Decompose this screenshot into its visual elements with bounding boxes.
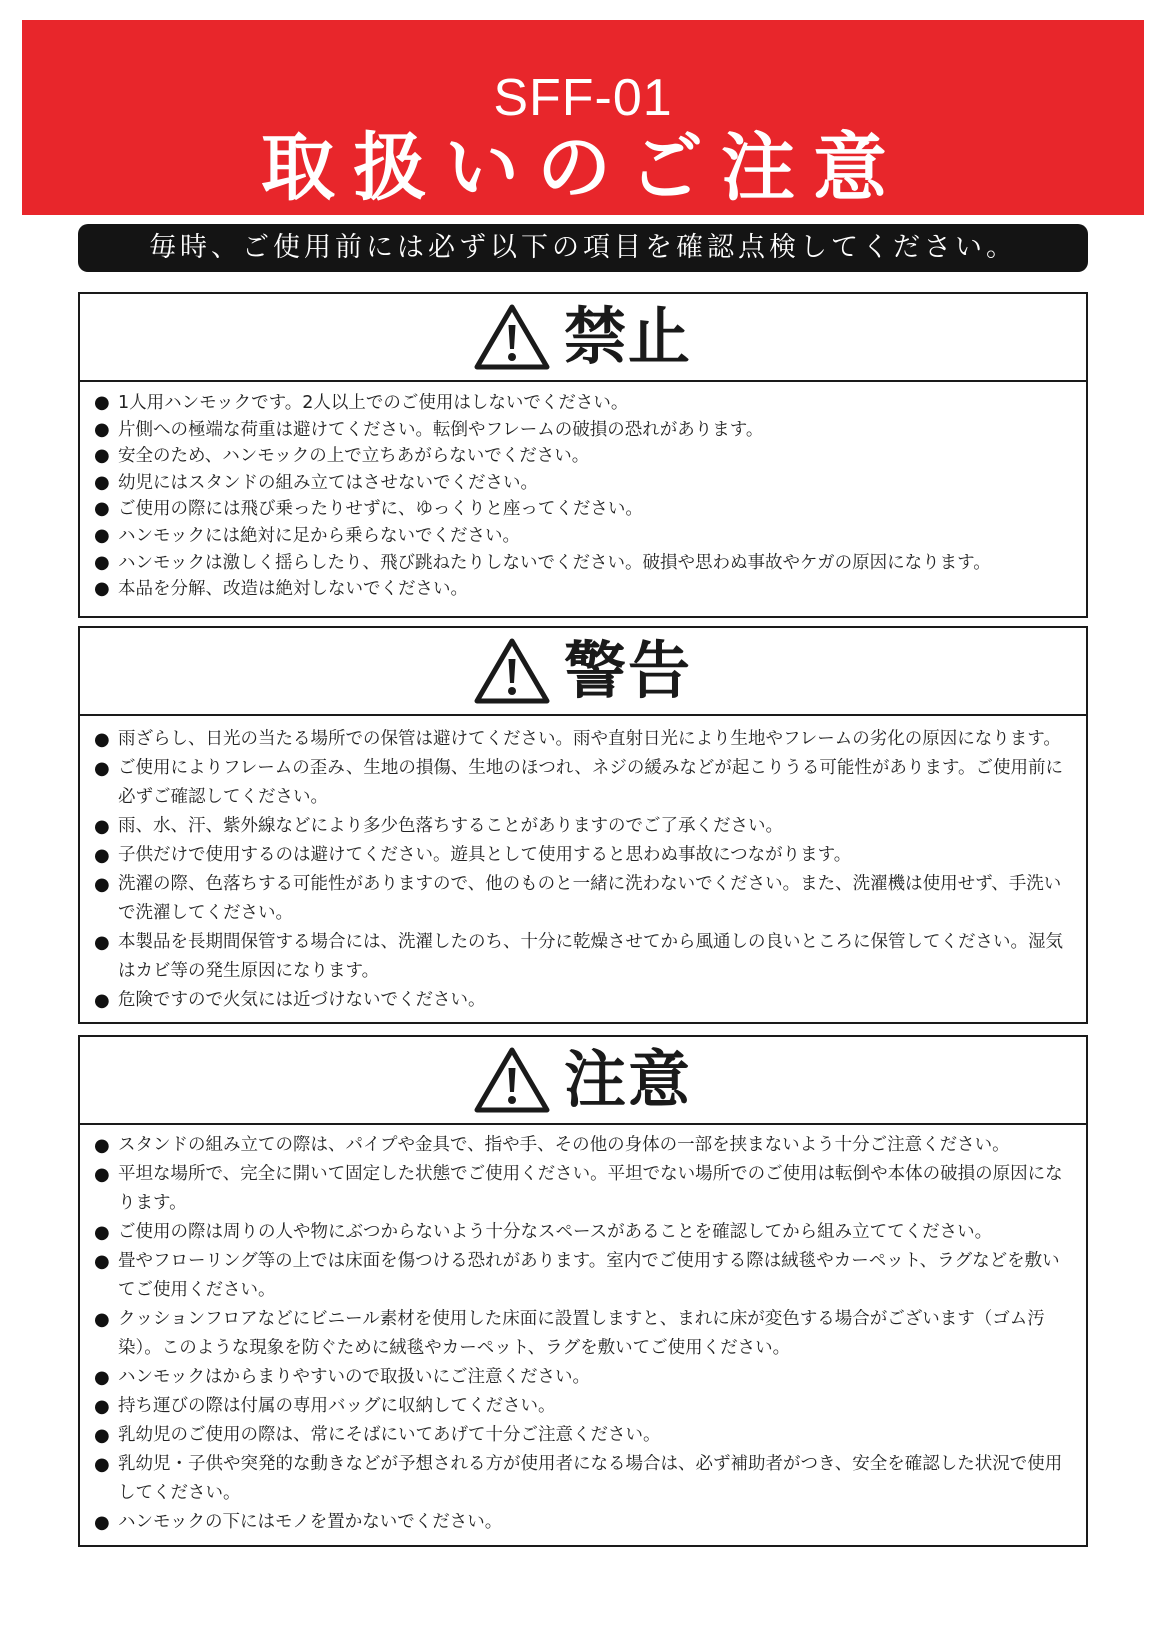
list-item — [94, 443, 1072, 470]
item-text: 平坦な場所で、完全に開いて固定した状態でご使用ください。平坦でない場所でのご使用は転倒や本体の破損の原因になります。 — [118, 1164, 1063, 1213]
model-number: SFF-01 — [493, 69, 673, 127]
bullet-icon: ● — [94, 1164, 110, 1185]
list-item — [94, 1160, 1072, 1218]
section-caution — [78, 1035, 1088, 1547]
section-title: 禁止 — [563, 300, 692, 373]
list-item — [94, 1131, 1072, 1160]
bullet-icon: ● — [94, 498, 110, 520]
list-item — [94, 470, 1072, 497]
item-text: 持ち運びの際は付属の専用バッグに収納してください。 — [118, 1396, 556, 1416]
item-text: 畳やフローリング等の上では床面を傷つける恐れがあります。室内でご使用する際は絨毯やカーペット、ラグなどを敷いてご使用ください。 — [118, 1251, 1060, 1300]
list-item — [94, 523, 1072, 550]
bullet-icon: ● — [94, 874, 110, 895]
list-item — [94, 1508, 1072, 1537]
list-item — [94, 576, 1072, 603]
item-list — [80, 382, 1086, 603]
bullet-icon: ● — [94, 758, 110, 779]
section-header — [80, 1037, 1086, 1125]
bullet-icon: ● — [94, 845, 110, 866]
bullet-icon: ● — [94, 932, 110, 953]
warning-triangle-icon — [474, 1046, 550, 1114]
item-list — [80, 1125, 1086, 1537]
bullet-icon: ● — [94, 1367, 110, 1388]
list-item — [94, 725, 1072, 754]
section-warning — [78, 626, 1088, 1024]
warning-triangle-icon — [474, 303, 550, 371]
section-title: 警告 — [563, 634, 692, 707]
item-text: 1人用ハンモックです。2人以上でのご使用はしないでください。 — [118, 393, 629, 413]
item-text: 雨、水、汗、紫外線などにより多少色落ちすることがありますのでご了承ください。 — [118, 816, 783, 836]
section-header — [80, 628, 1086, 716]
bullet-icon: ● — [94, 729, 110, 750]
list-item — [94, 1392, 1072, 1421]
list-item — [94, 1305, 1072, 1363]
item-text: 子供だけで使用するのは避けてください。遊具として使用すると思わぬ事故につながります。 — [118, 845, 852, 865]
bullet-icon: ● — [94, 524, 110, 546]
bullet-icon: ● — [94, 471, 110, 493]
list-item — [94, 496, 1072, 523]
item-text: 乳幼児のご使用の際は、常にそばにいてあげて十分ご注意ください。 — [118, 1425, 661, 1445]
bullet-icon: ● — [94, 551, 110, 573]
instruction-bar: 毎時、ご使用前には必ず以下の項目を確認点検してください。 — [78, 224, 1088, 272]
item-text: ご使用によりフレームの歪み、生地の損傷、生地のほつれ、ネジの緩みなどが起こりうる可能性があります。ご使用前に必ずご確認してください。 — [118, 758, 1063, 807]
item-text: 洗濯の際、色落ちする可能性がありますので、他のものと一緒に洗わないでください。また、洗濯機は使用せず、手洗いで洗濯してください。 — [118, 874, 1062, 923]
list-item — [94, 986, 1072, 1015]
header-banner — [22, 20, 1144, 215]
bullet-icon: ● — [94, 1454, 110, 1475]
bullet-icon: ● — [94, 418, 110, 440]
item-text: 片側への極端な荷重は避けてください。転倒やフレームの破損の恐れがあります。 — [118, 419, 764, 440]
section-title: 注意 — [563, 1043, 692, 1116]
list-item — [94, 1421, 1072, 1450]
item-text: 安全のため、ハンモックの上で立ちあがらないでください。 — [118, 446, 590, 467]
list-item — [94, 870, 1072, 928]
section-prohibited — [78, 292, 1088, 618]
item-text: 危険ですので火気には近づけないでください。 — [118, 990, 486, 1010]
item-text: ご使用の際は周りの人や物にぶつからないよう十分なスペースがあることを確認してから組み立ててください。 — [118, 1222, 993, 1242]
bullet-icon: ● — [94, 1251, 110, 1272]
bullet-icon: ● — [94, 990, 110, 1011]
bullet-icon: ● — [94, 816, 110, 837]
list-item — [94, 1363, 1072, 1392]
list-item — [94, 1450, 1072, 1508]
section-header — [80, 294, 1086, 382]
item-text: ハンモックには絶対に足から乗らないでください。 — [118, 525, 520, 546]
item-text: 幼児にはスタンドの組み立てはさせないでください。 — [118, 472, 538, 493]
list-item — [94, 928, 1072, 986]
list-item — [94, 390, 1072, 417]
bullet-icon: ● — [94, 1425, 110, 1446]
bullet-icon: ● — [94, 578, 110, 600]
item-text: ハンモックは激しく揺らしたり、飛び跳ねたりしないでください。破損や思わぬ事故やケガの原因になります。 — [118, 552, 991, 573]
list-item — [94, 1247, 1072, 1305]
list-item — [94, 417, 1072, 444]
warning-triangle-icon — [474, 637, 550, 705]
bullet-icon: ● — [94, 1222, 110, 1243]
bullet-icon: ● — [94, 1309, 110, 1330]
item-text: ご使用の際には飛び乗ったりせずに、ゆっくりと座ってください。 — [118, 499, 643, 520]
item-text: 乳幼児・子供や突発的な動きなどが予想される方が使用者になる場合は、必ず補助者がつき、安全を確認した状況で使用してください。 — [118, 1454, 1063, 1503]
list-item — [94, 754, 1072, 812]
item-text: 本製品を長期間保管する場合には、洗濯したのち、十分に乾燥させてから風通しの良いところに保管してください。湿気はカビ等の発生原因になります。 — [118, 932, 1063, 981]
page-title: 取扱いのご注意 — [261, 125, 905, 211]
item-text: 雨ざらし、日光の当たる場所での保管は避けてください。雨や直射日光により生地やフレームの劣化の原因になります。 — [118, 729, 1061, 749]
list-item — [94, 841, 1072, 870]
item-text: クッションフロアなどにビニール素材を使用した床面に設置しますと、まれに床が変色する場合がございます（ゴム汚染）。このような現象を防ぐために絨毯やカーペット、ラグを敷いてご使用ください。 — [118, 1309, 1045, 1358]
bullet-icon: ● — [94, 1512, 110, 1533]
list-item — [94, 812, 1072, 841]
item-text: ハンモックはからまりやすいので取扱いにご注意ください。 — [118, 1367, 590, 1387]
item-list — [80, 716, 1086, 1015]
list-item — [94, 550, 1072, 577]
bullet-icon: ● — [94, 1396, 110, 1417]
list-item — [94, 1218, 1072, 1247]
bullet-icon: ● — [94, 445, 110, 467]
item-text: スタンドの組み立ての際は、パイプや金具で、指や手、その他の身体の一部を挟まないよう十分ご注意ください。 — [118, 1135, 1010, 1155]
bullet-icon: ● — [94, 392, 110, 413]
item-text: ハンモックの下にはモノを置かないでください。 — [118, 1512, 503, 1532]
item-text: 本品を分解、改造は絶対しないでください。 — [118, 579, 468, 600]
bullet-icon: ● — [94, 1135, 110, 1156]
